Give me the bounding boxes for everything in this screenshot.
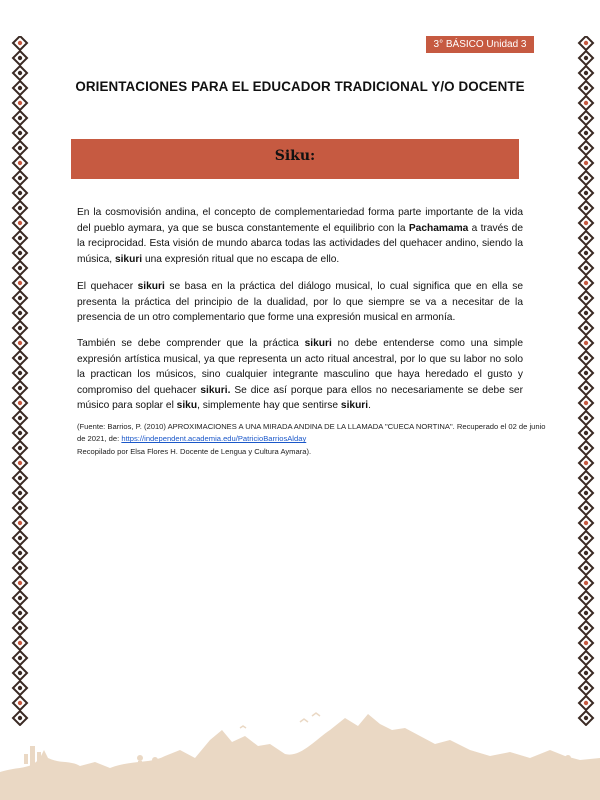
text-run: se basa en la práctica del diálogo musical, lo cual significa que en ella se presenta la práctica del principio de la dualidad, por lo que siempre se va a necesitar de la presencia de un otro complementario que forme una expresión musical en armonía. [77, 281, 523, 324]
border-motif [13, 576, 27, 590]
bold-term: siku [176, 400, 198, 412]
border-motif [13, 96, 27, 110]
border-motif [13, 171, 27, 185]
border-motif [13, 141, 27, 155]
border-motif [579, 81, 593, 95]
birds-icon [240, 713, 320, 728]
border-motif [13, 441, 27, 455]
border-motif [13, 426, 27, 440]
border-motif [579, 36, 593, 50]
text-run: También se debe comprender que la práctica [77, 338, 305, 349]
border-motif [579, 141, 593, 155]
border-motif [579, 186, 593, 200]
border-motif [13, 201, 27, 215]
border-motif [579, 531, 593, 545]
border-motif [13, 186, 27, 200]
border-motif [13, 306, 27, 320]
border-motif [13, 291, 27, 305]
border-motif [579, 621, 593, 635]
text-run: En la cosmovisión andina, el concepto de complementariedad forma parte importante de la vida del pueblo aymara, ya que se busca constantemente el equilibrio con la [77, 207, 523, 234]
border-motif [579, 291, 593, 305]
border-motif [13, 81, 27, 95]
border-motif [13, 456, 27, 470]
border-motif [13, 681, 27, 695]
text-run: a través de la reciprocidad. Esta visión de mundo abarca todas las actividades del quehacer andino, siendo la música, [77, 222, 523, 265]
border-motif [13, 276, 27, 290]
border-motif [13, 591, 27, 605]
border-motif [579, 681, 593, 695]
text-run: Se dice así porque para ellos no necesariamente se debe ser músico para soplar el [77, 384, 523, 412]
border-motif [13, 666, 27, 680]
border-motif [579, 201, 593, 215]
border-motif [579, 606, 593, 620]
text-run: una expresión ritual que no escapa de ello. [142, 253, 340, 265]
border-motif [579, 156, 593, 170]
border-motif [13, 246, 27, 260]
border-motif [579, 411, 593, 425]
border-motif [13, 36, 27, 50]
andean-landscape-illustration [0, 700, 600, 800]
bold-term: Pachamama [408, 222, 469, 234]
bold-term: sikuri [304, 338, 332, 349]
border-motif [579, 276, 593, 290]
landscape-silhouette [0, 714, 600, 800]
border-motif [579, 576, 593, 590]
border-motif [579, 126, 593, 140]
border-motif [13, 366, 27, 380]
bold-term: sikuri [137, 281, 165, 292]
border-motif [13, 621, 27, 635]
border-motif [579, 486, 593, 500]
border-motif [579, 516, 593, 530]
text-run: , simplemente hay que sentirse [197, 400, 341, 412]
border-motif [579, 351, 593, 365]
border-motif [13, 126, 27, 140]
border-motif [579, 261, 593, 275]
border-motif [13, 546, 27, 560]
citation-compiler: Recopilado por Elsa Flores H. Docente de Lengua y Cultura Aymara). [77, 446, 312, 456]
border-motif [13, 651, 27, 665]
unit-badge: 3° BÁSICO Unidad 3 [425, 35, 535, 54]
border-motif [13, 516, 27, 530]
border-motif [13, 471, 27, 485]
border-motif [579, 216, 593, 230]
paragraph-2 [77, 279, 523, 326]
border-motif [579, 111, 593, 125]
bold-term: sikuri [340, 400, 369, 412]
border-motif [13, 561, 27, 575]
border-motif [579, 51, 593, 65]
section-banner [71, 139, 519, 179]
border-motif [579, 231, 593, 245]
border-motif [13, 606, 27, 620]
border-motif [579, 336, 593, 350]
text-run: no debe entenderse como una simple expresión artística musical, ya que representa un acto ritual ancestral, por lo que su labor no solo la practican los músicos, sino cualquier integrante masculino que haya heredado el gusto y compromiso del quehacer [77, 338, 523, 396]
border-motif [13, 111, 27, 125]
border-motif [13, 156, 27, 170]
section-title: Siku: [274, 148, 316, 164]
border-motif [579, 366, 593, 380]
paragraph-1 [77, 205, 523, 267]
border-motif [579, 171, 593, 185]
border-motif [13, 531, 27, 545]
border-motif [13, 261, 27, 275]
border-motif [13, 396, 27, 410]
border-motif [579, 66, 593, 80]
border-motif [579, 501, 593, 515]
page-title: ORIENTACIONES PARA EL EDUCADOR TRADICIONAL Y/O DOCENTE [75, 79, 525, 94]
border-motif [579, 321, 593, 335]
right-decorative-border [574, 36, 598, 726]
border-motif [13, 636, 27, 650]
border-motif [579, 561, 593, 575]
border-motif [579, 591, 593, 605]
border-motif [13, 501, 27, 515]
citation-text: (Fuente: Barrios, P. (2010) APROXIMACIONES A UNA MIRADA ANDINA DE LA LLAMADA "CUECA NORTINA". Recuperado el 02 de junio de 2021, de: [77, 422, 546, 444]
border-motif [13, 216, 27, 230]
border-motif [13, 486, 27, 500]
border-motif [579, 381, 593, 395]
border-motif [579, 396, 593, 410]
border-motif [579, 441, 593, 455]
border-motif [579, 306, 593, 320]
border-motif [579, 546, 593, 560]
border-motif [13, 411, 27, 425]
border-motif [13, 381, 27, 395]
text-run: . [368, 400, 371, 412]
source-citation [77, 421, 547, 458]
source-link[interactable]: https://independent.academia.edu/PatricioBarriosAlday [121, 434, 307, 444]
border-motif [579, 246, 593, 260]
border-motif [579, 636, 593, 650]
text-run: El quehacer [77, 281, 138, 292]
border-motif [13, 321, 27, 335]
border-motif [579, 651, 593, 665]
border-motif [579, 666, 593, 680]
border-motif [13, 351, 27, 365]
border-motif [579, 96, 593, 110]
border-motif [13, 66, 27, 80]
left-decorative-border [8, 36, 32, 726]
bold-term: sikuri [114, 253, 143, 265]
paragraph-3 [77, 336, 523, 414]
border-motif [13, 51, 27, 65]
border-motif [13, 231, 27, 245]
bold-term: sikuri. [200, 384, 231, 396]
border-motif [13, 336, 27, 350]
border-motif [579, 456, 593, 470]
border-motif [579, 471, 593, 485]
border-motif [579, 426, 593, 440]
